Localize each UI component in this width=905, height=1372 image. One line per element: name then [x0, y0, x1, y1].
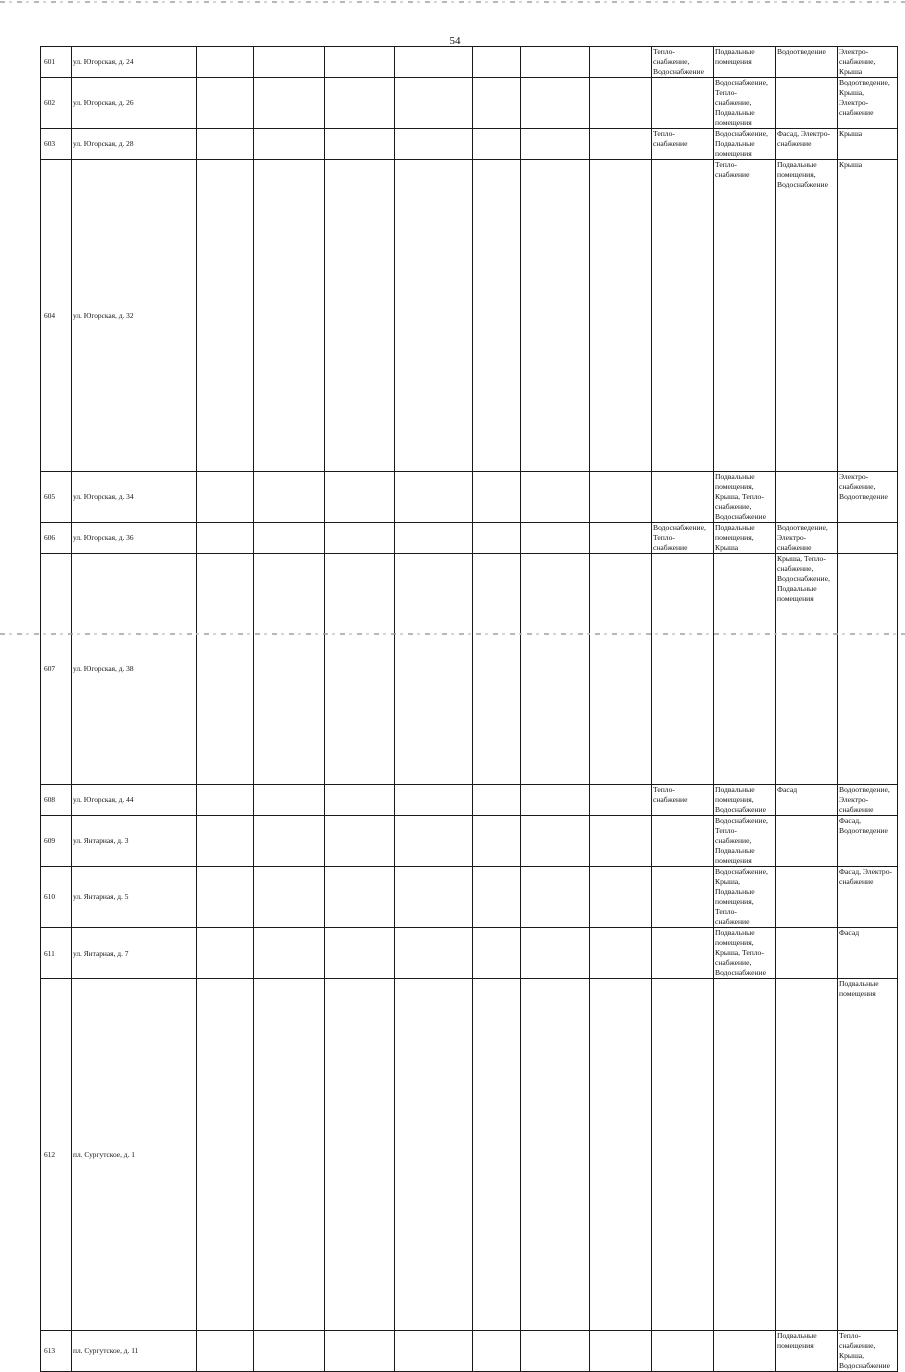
work-period-cell: Фасад, Водоотведение [838, 816, 898, 867]
address-cell: ул. Янтарная, д. 3 [72, 816, 197, 867]
work-period-cell [254, 129, 325, 160]
work-period-cell [197, 47, 254, 78]
work-period-cell [197, 1330, 254, 1371]
work-period-cell: Водоснабжение, Подвальные помещения [714, 129, 776, 160]
table-row [41, 867, 898, 928]
work-period-cell: Фасад [776, 785, 838, 816]
work-period-cell [652, 867, 714, 928]
row-number-cell: 603 [41, 129, 72, 160]
work-period-cell [473, 1330, 521, 1371]
work-period-cell [521, 78, 590, 129]
work-period-cell [521, 47, 590, 78]
row-number-cell: 602 [41, 78, 72, 129]
work-period-cell [838, 522, 898, 553]
scan-edge-bottom [0, 633, 905, 635]
work-period-cell [590, 522, 652, 553]
work-period-cell [776, 471, 838, 522]
work-period-cell [395, 1330, 473, 1371]
address-cell: ул. Югорская, д. 26 [72, 78, 197, 129]
row-number-cell: 605 [41, 471, 72, 522]
address-cell: ул. Югорская, д. 34 [72, 471, 197, 522]
work-period-cell [590, 129, 652, 160]
work-period-cell [521, 867, 590, 928]
table-row [41, 553, 898, 784]
work-period-cell: Электро- снабжение, Водоотведение [838, 471, 898, 522]
work-period-cell [590, 867, 652, 928]
work-period-cell: Водоснабжение, Тепло- снабжение [652, 522, 714, 553]
work-period-cell [590, 471, 652, 522]
work-period-cell [395, 471, 473, 522]
table-row [41, 471, 898, 522]
work-period-cell [590, 979, 652, 1331]
work-period-cell: Тепло- снабжение, Водоснабжение [652, 47, 714, 78]
address-cell: ул. Югорская, д. 44 [72, 785, 197, 816]
table-row [41, 979, 898, 1331]
work-period-cell [521, 522, 590, 553]
work-period-cell [325, 160, 395, 471]
work-period-cell [395, 553, 473, 784]
row-number-cell: 610 [41, 867, 72, 928]
work-period-cell [714, 1330, 776, 1371]
work-period-cell [521, 816, 590, 867]
row-number-cell: 609 [41, 816, 72, 867]
work-period-cell: Водоснабжение, Крыша, Подвальные помещения, Тепло- снабжение [714, 867, 776, 928]
work-period-cell [473, 471, 521, 522]
work-period-cell [197, 979, 254, 1331]
work-period-cell [197, 928, 254, 979]
work-period-cell [254, 928, 325, 979]
table-row [41, 816, 898, 867]
work-period-cell [254, 816, 325, 867]
work-period-cell: Подвальные помещения, Крыша, Тепло- снабжение, Водоснабжение [714, 471, 776, 522]
work-period-cell [197, 553, 254, 784]
work-period-cell [395, 816, 473, 867]
work-period-cell [197, 471, 254, 522]
work-period-cell [325, 785, 395, 816]
work-period-cell: Фасад [838, 928, 898, 979]
row-number-cell: 611 [41, 928, 72, 979]
work-period-cell: Подвальные помещения, Водоснабжение [776, 160, 838, 471]
work-period-cell [254, 78, 325, 129]
work-period-cell [325, 471, 395, 522]
work-period-cell: Водоотведение, Электро- снабжение [838, 785, 898, 816]
work-period-cell [652, 928, 714, 979]
work-period-cell: Тепло- снабжение [652, 129, 714, 160]
address-cell: пл. Сургутское, д. 1 [72, 979, 197, 1331]
row-number-cell: 601 [41, 47, 72, 78]
work-period-cell [473, 47, 521, 78]
work-period-cell [395, 129, 473, 160]
work-period-cell [652, 160, 714, 471]
table-row [41, 160, 898, 471]
work-period-cell [325, 129, 395, 160]
work-period-cell [521, 553, 590, 784]
work-period-cell [776, 928, 838, 979]
address-cell: ул. Югорская, д. 36 [72, 522, 197, 553]
work-period-cell [325, 522, 395, 553]
address-cell: ул. Янтарная, д. 7 [72, 928, 197, 979]
work-period-cell [473, 553, 521, 784]
work-period-cell [838, 553, 898, 784]
row-number-cell: 606 [41, 522, 72, 553]
work-period-cell [325, 1330, 395, 1371]
page-number: 54 [449, 35, 461, 47]
work-period-cell [521, 928, 590, 979]
work-period-cell [325, 78, 395, 129]
work-period-cell [325, 553, 395, 784]
work-period-cell: Водоотведение, Крыша, Электро- снабжение [838, 78, 898, 129]
work-period-cell: Водоснабжение, Тепло- снабжение, Подвальные помещения [714, 816, 776, 867]
row-number-cell: 608 [41, 785, 72, 816]
work-period-cell [197, 78, 254, 129]
work-period-cell [776, 816, 838, 867]
work-period-cell: Подвальные помещения, Водоснабжение [714, 785, 776, 816]
work-period-cell: Водоотведение [776, 47, 838, 78]
work-period-cell [590, 47, 652, 78]
work-period-cell: Подвальные помещения [838, 979, 898, 1331]
work-period-cell [521, 785, 590, 816]
work-period-cell [197, 522, 254, 553]
work-period-cell [254, 47, 325, 78]
work-period-cell [395, 522, 473, 553]
work-period-cell [325, 928, 395, 979]
work-period-cell: Крыша, Тепло- снабжение, Водоснабжение, Подвальные помещения [776, 553, 838, 784]
work-period-cell [473, 160, 521, 471]
address-cell: ул. Югорская, д. 38 [72, 553, 197, 784]
work-period-cell [395, 160, 473, 471]
work-period-cell [473, 785, 521, 816]
work-period-cell [197, 160, 254, 471]
work-period-cell: Крыша [838, 129, 898, 160]
work-period-cell: Тепло- снабжение [652, 785, 714, 816]
work-period-cell: Крыша [838, 160, 898, 471]
work-period-cell [395, 47, 473, 78]
housing-repair-schedule-table [40, 46, 898, 1372]
work-period-cell [521, 471, 590, 522]
work-period-cell [521, 129, 590, 160]
work-period-cell [590, 785, 652, 816]
work-period-cell [652, 816, 714, 867]
work-period-cell: Фасад, Электро- снабжение [776, 129, 838, 160]
work-period-cell [473, 129, 521, 160]
work-period-cell: Подвальные помещения [776, 1330, 838, 1371]
work-period-cell [254, 471, 325, 522]
work-period-cell [395, 979, 473, 1331]
work-period-cell [395, 785, 473, 816]
table-row [41, 522, 898, 553]
address-cell: ул. Югорская, д. 32 [72, 160, 197, 471]
work-period-cell [395, 928, 473, 979]
work-period-cell [652, 553, 714, 784]
work-period-cell [325, 867, 395, 928]
table-row [41, 47, 898, 78]
work-period-cell [254, 1330, 325, 1371]
work-period-cell [590, 553, 652, 784]
work-period-cell [473, 867, 521, 928]
work-period-cell [590, 1330, 652, 1371]
work-period-cell [521, 160, 590, 471]
table-row [41, 1330, 898, 1371]
work-period-cell [473, 816, 521, 867]
work-period-cell [325, 47, 395, 78]
row-number-cell: 607 [41, 553, 72, 784]
work-period-cell: Подвальные помещения, Крыша, Тепло- снабжение, Водоснабжение [714, 928, 776, 979]
table-row [41, 928, 898, 979]
work-period-cell: Тепло- снабжение, Крыша, Водоснабжение [838, 1330, 898, 1371]
work-period-cell [652, 979, 714, 1331]
work-period-cell [521, 1330, 590, 1371]
work-period-cell [652, 1330, 714, 1371]
work-period-cell [590, 160, 652, 471]
work-period-cell [254, 785, 325, 816]
work-period-cell [254, 867, 325, 928]
work-period-cell [776, 867, 838, 928]
work-period-cell [652, 471, 714, 522]
work-period-cell [776, 979, 838, 1331]
work-period-cell [197, 785, 254, 816]
work-period-cell [197, 867, 254, 928]
work-period-cell [197, 816, 254, 867]
address-cell: ул. Югорская, д. 28 [72, 129, 197, 160]
work-period-cell [521, 979, 590, 1331]
address-cell: пл. Сургутское, д. 11 [72, 1330, 197, 1371]
row-number-cell: 613 [41, 1330, 72, 1371]
work-period-cell [254, 522, 325, 553]
work-period-cell: Водоснабжение, Тепло- снабжение, Подвальные помещения [714, 78, 776, 129]
work-period-cell [590, 78, 652, 129]
work-period-cell [197, 129, 254, 160]
work-period-cell [473, 78, 521, 129]
work-period-cell [714, 979, 776, 1331]
address-cell: ул. Югорская, д. 24 [72, 47, 197, 78]
work-period-cell [254, 160, 325, 471]
work-period-cell: Подвальные помещения [714, 47, 776, 78]
work-period-cell [254, 979, 325, 1331]
work-period-cell: Водоотведение, Электро- снабжение [776, 522, 838, 553]
work-period-cell [473, 522, 521, 553]
work-period-cell: Тепло- снабжение [714, 160, 776, 471]
work-period-cell [714, 553, 776, 784]
work-period-cell [590, 816, 652, 867]
work-period-cell [473, 928, 521, 979]
table-row [41, 785, 898, 816]
address-cell: ул. Янтарная, д. 5 [72, 867, 197, 928]
work-period-cell [395, 867, 473, 928]
work-period-cell: Электро- снабжение, Крыша [838, 47, 898, 78]
work-period-cell: Подвальные помещения, Крыша [714, 522, 776, 553]
work-period-cell [590, 928, 652, 979]
work-period-cell [395, 78, 473, 129]
work-period-cell [776, 78, 838, 129]
work-period-cell [325, 816, 395, 867]
scan-edge-top [0, 1, 905, 3]
work-period-cell [652, 78, 714, 129]
row-number-cell: 604 [41, 160, 72, 471]
row-number-cell: 612 [41, 979, 72, 1331]
work-period-cell [473, 979, 521, 1331]
work-period-cell [325, 979, 395, 1331]
work-period-cell: Фасад, Электро- снабжение [838, 867, 898, 928]
table-row [41, 78, 898, 129]
work-period-cell [254, 553, 325, 784]
table-row [41, 129, 898, 160]
